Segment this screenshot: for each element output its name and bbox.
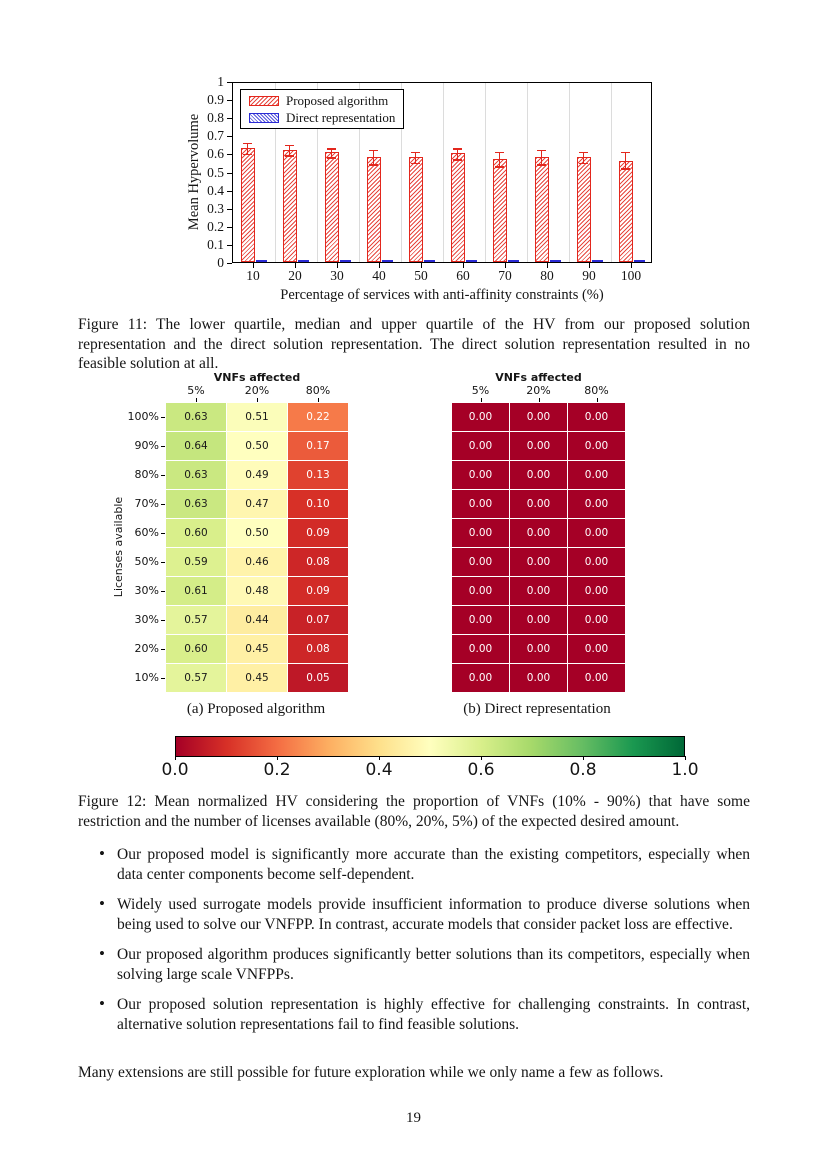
x-axis-label: Percentage of services with anti-affinity constraints (%) [280,287,604,303]
heatmap-cell: 0.00 [510,606,567,634]
column-tick-mark [318,398,319,402]
heatmap-cell: 0.57 [166,664,226,692]
y-tick-label: 0.2 [207,218,224,234]
error-bar-cap [369,164,378,166]
x-tick-mark [337,263,338,268]
heatmap-cell: 0.00 [452,490,509,518]
error-bar [247,143,249,154]
error-bar-cap [411,163,420,165]
heatmap-cell: 0.09 [288,577,348,605]
error-bar-cap [537,150,546,152]
heatmap-cell: 0.00 [452,519,509,547]
y-tick-label: 0 [217,255,224,270]
bullet-item: • Our proposed solution representation is highly effective for challenging constraints. In contrast, alternative solution representations fail to find feasible solutions. [78,995,750,1034]
error-bar-cap [369,150,378,152]
bar-direct [424,260,435,262]
heatmap-cell: 0.00 [568,664,625,692]
heatmap-cell: 0.05 [288,664,348,692]
row-label: 90% [134,439,159,452]
bar-proposed [577,157,591,262]
heatmap-cell: 0.00 [568,403,625,431]
x-tick-label: 30 [330,268,344,283]
gridline [443,83,444,262]
x-tick-label: 90 [582,268,596,283]
heatmap-cell: 0.00 [452,461,509,489]
heatmap-cell: 0.63 [166,403,226,431]
legend [240,89,404,129]
x-tick-label: 80 [540,268,554,283]
row-tick-mark [161,504,165,505]
heatmap-cell: 0.64 [166,432,226,460]
gridline [569,83,570,262]
colorbar-tick-label: 1.0 [671,760,699,780]
licenses-available-label: Licenses available [112,496,125,598]
heatmap-cell: 0.00 [510,461,567,489]
bar-proposed [619,161,633,262]
column-label: 80% [305,384,331,397]
x-tick-label: 100 [620,268,642,283]
row-tick-mark [161,649,165,650]
x-tick-mark [505,263,506,268]
legend-item-direct [249,111,395,124]
heatmap-cell: 0.00 [568,606,625,634]
heatmap-cell: 0.08 [288,635,348,663]
heatmap-cell: 0.10 [288,490,348,518]
column-label: 20% [244,384,270,397]
bar-direct [550,260,561,262]
colorbar-tick-label: 0.0 [161,760,189,780]
error-bar [541,150,543,164]
heatmap-cell: 0.63 [166,490,226,518]
y-tick-label: 0.7 [207,128,224,144]
row-label: 60% [134,526,159,539]
heatmap-cell: 0.50 [227,519,287,547]
bar-direct [298,260,309,262]
heatmap-cell: 0.61 [166,577,226,605]
heatmap-cell: 0.00 [452,577,509,605]
column-label: 80% [584,384,609,397]
vnfs-affected-header-b: VNFs affected [495,371,582,384]
x-tick-label: 70 [498,268,512,283]
heatmap-cell: 0.00 [452,635,509,663]
colorbar [175,736,685,757]
x-tick-label: 20 [288,268,302,283]
x-tick-mark [631,263,632,268]
y-axis-label: Mean Hypervolume [186,113,202,231]
plot-area [232,82,652,263]
row-label: 10% [134,671,159,684]
y-tick-label: 0.3 [207,200,224,216]
x-tick-mark [421,263,422,268]
error-bar [625,152,627,168]
error-bar-cap [579,163,588,165]
error-bar-cap [621,168,630,170]
column-tick-mark [196,398,197,402]
error-bar-cap [327,148,336,150]
colorbar-tick-label: 0.4 [365,760,393,780]
heatmap-cell: 0.17 [288,432,348,460]
x-tick-mark [547,263,548,268]
x-tick-label: 40 [372,268,386,283]
error-bar-cap [579,152,588,154]
heatmap-cell: 0.45 [227,635,287,663]
x-tick-mark [253,263,254,268]
error-bar-cap [243,154,252,156]
heatmap-cell: 0.00 [510,403,567,431]
x-tick-mark [295,263,296,268]
y-tick-label: 0.9 [207,92,224,108]
heatmap-cell: 0.00 [510,432,567,460]
heatmap-cell: 0.46 [227,548,287,576]
column-label: 5% [187,384,205,397]
row-tick-mark [161,446,165,447]
heatmap-cell: 0.00 [510,519,567,547]
heatmap-cell: 0.09 [288,519,348,547]
bullet-item: • Our proposed model is significantly more accurate than the existing competitors, especially when data center components become self-dependent. [78,845,750,884]
bar-proposed [241,148,255,262]
heatmap-cell: 0.63 [166,461,226,489]
error-bar [457,148,459,159]
bar-direct [634,260,645,262]
column-tick-mark [539,398,540,402]
legend-label-proposed: Proposed algorithm [286,93,389,108]
column-label: 20% [526,384,551,397]
heatmap-cell: 0.00 [510,664,567,692]
bullet-item: • Widely used surrogate models provide insufficient information to produce diverse solutions when being used to solve our VNFPP. In contrast, accurate models that consider packet loss are effective. [78,895,750,934]
bar-direct [256,260,267,262]
bullet-item: • Our proposed algorithm produces significantly better solutions than its competitors, especially when solving large scale VNFPPs. [78,945,750,984]
closing-paragraph: Many extensions are still possible for future exploration while we only name a few as follows. [78,1064,664,1081]
bar-direct [592,260,603,262]
row-label: 50% [134,555,159,568]
heatmap-cell: 0.48 [227,577,287,605]
bar-proposed [451,153,465,262]
column-tick-mark [257,398,258,402]
heatmap-cell: 0.00 [452,548,509,576]
x-tick-label: 10 [246,268,260,283]
row-tick-mark [161,533,165,534]
error-bar [583,152,585,163]
error-bar-cap [411,152,420,154]
heatmap-cell: 0.47 [227,490,287,518]
heatmap-cell: 0.00 [568,548,625,576]
row-label: 70% [134,497,159,510]
figure12-caption: Figure 12: Mean normalized HV considering the proportion of VNFs (10% - 90%) that have some restriction and the number of licenses available (80%, 20%, 5%) of the expected desired amount. [78,793,750,830]
subcaption-b: (b) Direct representation [463,701,611,717]
error-bar-cap [285,145,294,147]
bar-proposed [367,157,381,262]
x-tick-label: 50 [414,268,428,283]
bar-proposed [409,157,423,262]
colorbar-tick-label: 0.8 [569,760,597,780]
bar-direct [466,260,477,262]
y-tick-label: 0.1 [207,236,224,252]
y-tick-mark [227,263,232,264]
legend-item-proposed [249,94,395,107]
y-tick-label: 0.5 [207,164,224,180]
heatmap-cell: 0.00 [452,432,509,460]
column-label: 5% [471,384,490,397]
heatmap-cell: 0.00 [568,432,625,460]
heatmap-cell: 0.22 [288,403,348,431]
error-bar-cap [243,143,252,145]
error-bar-cap [495,152,504,154]
bar-direct [508,260,519,262]
subcaption-a: (a) Proposed algorithm [186,701,326,717]
heatmap-cell: 0.59 [166,548,226,576]
error-bar [415,152,417,163]
heatmap-cell: 0.00 [568,461,625,489]
x-tick-mark [589,263,590,268]
heatmap-cell: 0.51 [227,403,287,431]
row-tick-mark [161,620,165,621]
heatmap-cell: 0.08 [288,548,348,576]
heatmap-proposed [166,403,348,692]
heatmap-cell: 0.13 [288,461,348,489]
direct-swatch-icon [249,113,279,123]
gridline [611,83,612,262]
row-tick-mark [161,678,165,679]
row-tick-mark [161,562,165,563]
error-bar [373,150,375,164]
x-tick-mark [379,263,380,268]
colorbar-tick-label: 0.6 [467,760,495,780]
heatmap-cell: 0.00 [568,635,625,663]
error-bar-cap [453,148,462,150]
error-bar [289,145,291,156]
row-tick-mark [161,475,165,476]
error-bar-cap [453,159,462,161]
heatmap-cell: 0.00 [568,519,625,547]
bar-proposed [325,152,339,262]
heatmap-cell: 0.00 [510,548,567,576]
row-label: 80% [134,468,159,481]
vnfs-affected-header-a: VNFs affected [213,371,301,384]
row-label: 100% [127,410,159,423]
error-bar-cap [537,164,546,166]
error-bar [499,152,501,166]
heatmap-cell: 0.60 [166,519,226,547]
row-tick-mark [161,591,165,592]
error-bar-cap [495,166,504,168]
page-number: 19 [406,1110,421,1126]
error-bar-cap [327,157,336,159]
column-tick-mark [597,398,598,402]
colorbar-tick-label: 0.2 [263,760,291,780]
gridline [485,83,486,262]
bullet-list [78,845,750,1045]
y-tick-label: 0.8 [207,110,224,126]
heatmap-cell: 0.45 [227,664,287,692]
error-bar-cap [285,155,294,157]
row-label: 30% [134,584,159,597]
heatmap-cell: 0.00 [568,490,625,518]
x-tick-label: 60 [456,268,470,283]
heatmap-cell: 0.00 [452,606,509,634]
heatmap-direct [452,403,625,692]
row-tick-mark [161,417,165,418]
heatmap-cell: 0.57 [166,606,226,634]
bar-proposed [535,157,549,262]
figure11-caption: Figure 11: The lower quartile, median and upper quartile of the HV from our proposed solution representation and the direct solution representation. The direct solution representation resulted in no feasible solution at all. [78,316,750,372]
bar-direct [340,260,351,262]
gridline [527,83,528,262]
row-label: 20% [134,642,159,655]
legend-label-direct: Direct representation [286,110,396,125]
heatmap-cell: 0.60 [166,635,226,663]
column-tick-mark [481,398,482,402]
proposed-swatch-icon [249,96,279,106]
heatmap-cell: 0.00 [510,577,567,605]
heatmap-cell: 0.00 [452,664,509,692]
y-tick-label: 0.6 [207,146,224,162]
error-bar-cap [621,152,630,154]
bar-proposed [493,159,507,262]
heatmap-cell: 0.49 [227,461,287,489]
x-tick-mark [463,263,464,268]
colorbar-tick-mark [685,756,686,760]
heatmap-cell: 0.00 [510,635,567,663]
heatmap-cell: 0.00 [510,490,567,518]
heatmap-cell: 0.00 [452,403,509,431]
y-tick-label: 0.4 [207,182,224,198]
heatmap-cell: 0.07 [288,606,348,634]
heatmap-cell: 0.44 [227,606,287,634]
bar-proposed [283,150,297,262]
heatmap-cell: 0.50 [227,432,287,460]
row-label: 30% [134,613,159,626]
y-tick-label: 1 [217,74,224,89]
bar-direct [382,260,393,262]
heatmap-cell: 0.00 [568,577,625,605]
